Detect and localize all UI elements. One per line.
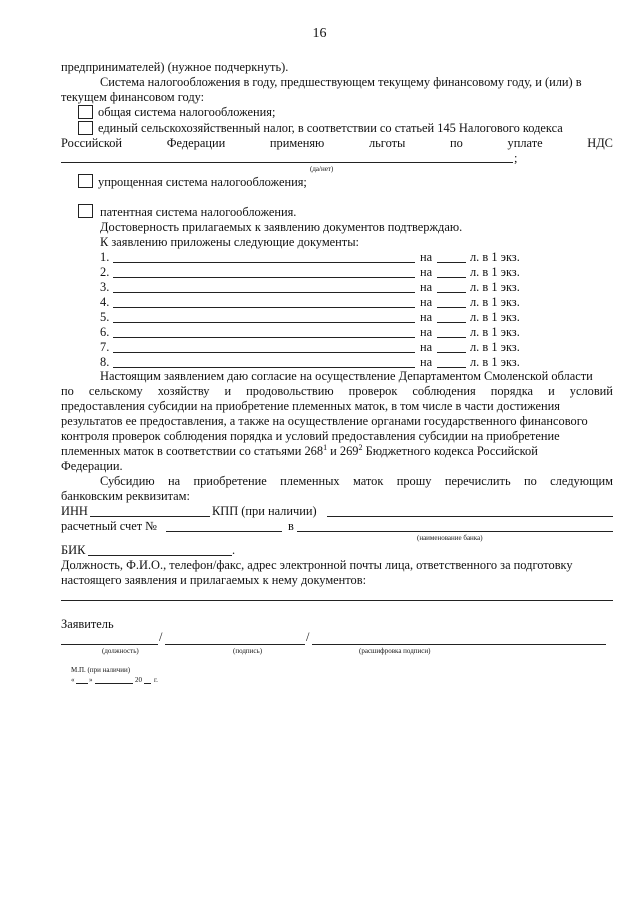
document-number: 1.: [100, 250, 110, 264]
document-copies: л. в 1 экз.: [470, 250, 520, 264]
date-open-quote: «: [71, 676, 75, 684]
document-pages-field[interactable]: [437, 322, 466, 323]
document-name-field[interactable]: [113, 367, 415, 368]
patent-tax-label: патентная система налогообложения.: [100, 205, 297, 219]
kpp-field[interactable]: [327, 516, 613, 517]
document-name-field[interactable]: [113, 262, 415, 263]
esn-semicolon: ;: [514, 151, 518, 165]
date-month-field[interactable]: [95, 683, 133, 684]
document-name-field[interactable]: [113, 307, 415, 308]
consent-line3: предоставления субсидии на приобретение племенных маток, в том числе в части достижения: [61, 399, 560, 413]
document-number: 6.: [100, 325, 110, 339]
responsible-field[interactable]: [61, 600, 613, 601]
page-number: 16: [312, 26, 327, 41]
simplified-tax-checkbox[interactable]: [78, 174, 93, 188]
account-field[interactable]: [166, 531, 282, 532]
account-label: расчетный счет №: [61, 519, 158, 533]
patent-tax-checkbox[interactable]: [78, 204, 93, 218]
document-na: на: [420, 325, 433, 339]
esn-benefit-field[interactable]: [61, 162, 513, 163]
attached-text: К заявлению приложены следующие документы:: [100, 235, 359, 249]
document-number: 4.: [100, 295, 110, 309]
date-close-quote: »: [89, 676, 93, 684]
esn-hint: (да/нет): [310, 165, 334, 173]
stamp-label: М.П. (при наличии): [71, 666, 131, 674]
document-na: на: [420, 310, 433, 324]
consent-line5: контроля проверок соблюдения порядка и условий предоставления субсидии на приобретение: [61, 429, 560, 443]
bank-name-hint: (наименование банка): [417, 534, 483, 542]
document-pages-field[interactable]: [437, 292, 466, 293]
esn-label-line1: единый сельскохозяйственный налог, в соответствии со статьей 145 Налогового кодекса: [98, 121, 563, 135]
slash-1: /: [159, 630, 163, 644]
tax-intro-line2: текущем финансовом году:: [61, 90, 205, 104]
consent-line1: Настоящим заявлением даю согласие на осуществление Департаментом Смоленской области: [100, 369, 593, 383]
bank-in-label: в: [288, 519, 294, 533]
subsidy-line2: банковским реквизитам:: [61, 489, 190, 503]
document-pages-field[interactable]: [437, 352, 466, 353]
tax-intro-line1: Система налогообложения в году, предшествующем текущему финансовому году, и (или) в: [100, 75, 582, 89]
signature-decoding-field[interactable]: [312, 644, 606, 645]
esn-checkbox[interactable]: [78, 121, 93, 135]
document-na: на: [420, 295, 433, 309]
inn-field[interactable]: [90, 516, 210, 517]
document-pages-field[interactable]: [437, 367, 466, 368]
general-tax-checkbox[interactable]: [78, 105, 93, 119]
document-name-field[interactable]: [113, 337, 415, 338]
slash-2: /: [306, 630, 310, 644]
document-number: 7.: [100, 340, 110, 354]
document-copies: л. в 1 экз.: [470, 355, 520, 369]
bik-label: БИК: [61, 543, 86, 557]
document-pages-field[interactable]: [437, 307, 466, 308]
document-na: на: [420, 250, 433, 264]
document-na: на: [420, 355, 433, 369]
document-na: на: [420, 280, 433, 294]
document-copies: л. в 1 экз.: [470, 310, 520, 324]
document-name-field[interactable]: [113, 292, 415, 293]
applicant-label: Заявитель: [61, 617, 114, 631]
position-hint: (должность): [102, 647, 139, 655]
consent-line4: результатов ее предоставления, а также на осуществление органами государственного финансового: [61, 414, 588, 428]
document-pages-field[interactable]: [437, 277, 466, 278]
document-number: 8.: [100, 355, 110, 369]
position-field[interactable]: [61, 644, 158, 645]
responsible-line1: Должность, Ф.И.О., телефон/факс, адрес электронной почты лица, ответственного за подготовку: [61, 558, 573, 572]
confirm-text: Достоверность прилагаемых к заявлению документов подтверждаю.: [100, 220, 463, 234]
signature-field[interactable]: [165, 644, 305, 645]
document-na: на: [420, 265, 433, 279]
consent-line7: Федерации.: [61, 459, 123, 473]
bank-name-field[interactable]: [297, 531, 613, 532]
document-number: 3.: [100, 280, 110, 294]
date-year-field[interactable]: [144, 683, 151, 684]
decoding-hint: (расшифровка подписи): [359, 647, 431, 655]
bik-field[interactable]: [88, 555, 232, 556]
document-copies: л. в 1 экз.: [470, 295, 520, 309]
document-copies: л. в 1 экз.: [470, 340, 520, 354]
general-tax-label: общая система налогообложения;: [98, 105, 276, 119]
document-na: на: [420, 340, 433, 354]
simplified-tax-label: упрощенная система налогообложения;: [98, 175, 307, 189]
bik-end: .: [232, 543, 236, 557]
intro-end: предпринимателей) (нужное подчеркнуть).: [61, 60, 289, 74]
document-copies: л. в 1 экз.: [470, 280, 520, 294]
document-name-field[interactable]: [113, 322, 415, 323]
document-copies: л. в 1 экз.: [470, 325, 520, 339]
date-year-prefix: 20: [135, 676, 142, 684]
signature-hint: (подпись): [233, 647, 263, 655]
consent-line6: племенных маток в соответствии со статьями $268^1$ и $269^2$ Бюджетного кодекса Российской: [61, 442, 538, 458]
responsible-line2: настоящего заявления и прилагаемых к нему документов:: [61, 573, 367, 587]
esn-label-line2: Российской Федерации применяю льготы по уплате НДС: [61, 136, 613, 150]
date-year-suffix: г.: [154, 676, 158, 684]
kpp-label: КПП (при наличии): [212, 504, 317, 518]
document-number: 2.: [100, 265, 110, 279]
inn-label: ИНН: [61, 504, 88, 518]
document-pages-field[interactable]: [437, 262, 466, 263]
document-name-field[interactable]: [113, 352, 415, 353]
document-number: 5.: [100, 310, 110, 324]
document-name-field[interactable]: [113, 277, 415, 278]
document-pages-field[interactable]: [437, 337, 466, 338]
date-day-field[interactable]: [76, 683, 88, 684]
subsidy-line1: Субсидию на приобретение племенных маток прошу перечислить по следующим: [100, 474, 613, 488]
document-copies: л. в 1 экз.: [470, 265, 520, 279]
consent-line2: по сельскому хозяйству и продовольствию проверок соблюдения порядка и условий: [61, 384, 613, 398]
